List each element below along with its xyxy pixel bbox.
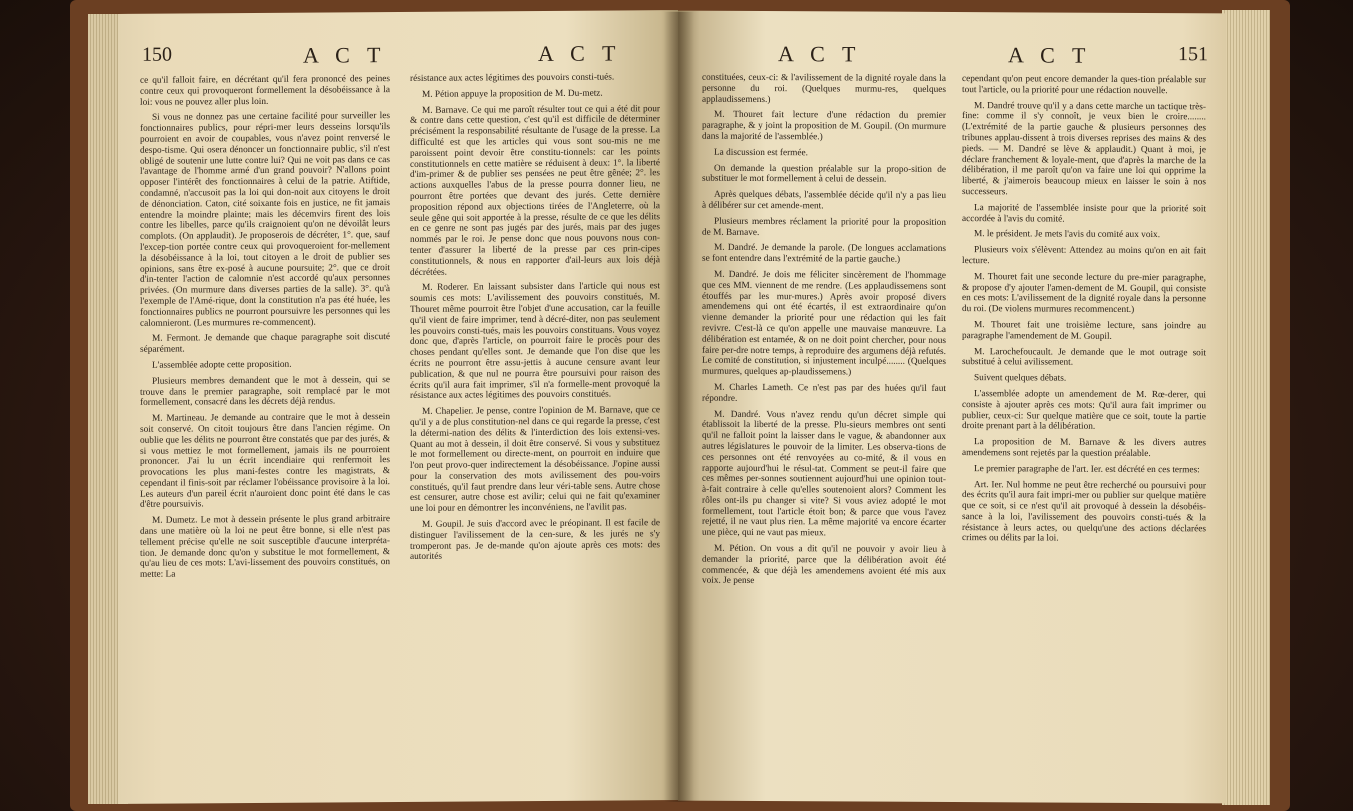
page-number: 150 [142,43,172,66]
running-header: A C T [538,40,622,67]
book-gutter [664,12,694,802]
paragraph: résistance aux actes légitimes des pouvoirs consti-tués. [410,72,615,84]
paragraph: M. Chapelier. Je pense, contre l'opinion de M. Barnave, que ce qu'il y a de plus constitution-nel dans ce qui regarde la presse, c'est la détermi-nation des délits & l'interdiction des lois extensi-ves. Quant au mot à dessein, il doit être conservé. Si vous y substituez le mot formellement ou directe-ment, on pourroit en induire que l'on peut provo-quer indirectement la désobéissance. J'opine aussi pour la conservation des mots avilissement des pou-voirs constitués, qu'il faut prendre dans leur véri-table sens. Autre chose est censurer, autre chose est avilir; celui qui ne fait qu'examiner une loi pour en démontrer les inconvéniens, ne l'avilit pas. [410,405,660,515]
paragraph: L'assemblée adopte cette proposition. [152,359,292,371]
paragraph: M. Dandré. Je dois me féliciter sincèrement de l'hommage que ces MM. viennent de me rendre. (Les applaudissemens sont étouffés par les mur-mures.) Après avoir proposé divers amendemens qui ont été écartés, il est extraordinaire qu'on vienne demander la priorité pour une rédaction qui les fait revivre. C'est-là ce qu'on appelle une mauvaise manœuvre. La délibération est entamée, & on ne doit point chercher, pour nous faire per-dre notre temps, à reproduire des argumens déjà refutés. Le comité de constitution, si injustement inculpé........ (Quelques murmures, quelques ap-plaudissemens.) [702,269,946,378]
paragraph: On demande la question préalable sur la propo-sition de substituer le mot formellement à celui de dessein. [702,163,946,186]
paragraph: Plusieurs membres réclament la priorité pour la proposition de M. Barnave. [702,216,946,238]
text-column-left [140,74,390,586]
paragraph: M. Fermont. Je demande que chaque paragraphe soit discuté séparément. [140,332,390,355]
paragraph: La discussion est fermée. [714,147,808,159]
paragraph: constituées, ceux-ci: & l'avilissement de la dignité royale dans la personne du roi. (Quelques murmu-res, quelques applaudissemens.) [702,72,946,105]
paragraph: M. Thouret fait une troisième lecture, sans joindre au paragraphe l'amendement de M. Goupil. [962,320,1206,342]
paragraph: Le premier paragraphe de l'art. Ier. est décrété en ces termes: [974,463,1200,476]
paragraph: Si vous ne donnez pas une certaine facilité pour surveiller les fonctionnaires publics, pour répri-mer leurs desseins lorsqu'ils pourroient en avoir de coupables, vous n'avez point renversé le despo-tisme. Qui osera dénoncer un fonctionnaire public, s'il n'est obligé de soutenir une lutte contre lui? Qui ne voit pas dans ce cas l'avantage de l'homme armé d'un grand pouvoir? N'allons point opposer l'intérêt des fonctionnaires à celui de la patrie. Atiftide, condamné, n'accusoit pas la loi qui don-noit aux citoyens le droit de dénonciation. Caton, cité soixante fois en justice, ne fit jamais entendre la moindre plainte; mais les décemvirs firent des lois contre les libelles, parce qu'ils craignoient qu'on ne dévoilât leurs complots. (On applaudit). Je proposerois de décréter, 1°. que, sauf l'excep-tion portée contre ceux qui provoqueroient for-mellement la désobéissance à la loi, tout citoyen a le droit de publier ses opinions, sans être ex-posé à aucune poursuite; 2°. que ce droit d'in-tenter l'action de calomnie n'est accordé qu'aux personnes privées. (On murmure dans diverses parties de la salle). 3°. qu'à l'exemple de l'Amé-rique, dont la constitution n'a pas été huée, les fonctionnaires publics ne pourront poursuivre les personnes qui les calomnieront. (Les murmures re-commencent). [140,111,390,329]
paragraph: La majorité de l'assemblée insiste pour que la priorité soit accordée à l'avis du comité. [962,202,1206,225]
text-column-right [410,72,660,568]
paragraph: M. Thouret fait une seconde lecture du pre-mier paragraphe, & propose d'y ajouter l'amen-dement de M. Goupil, qui consiste en ces mots: L'avilissement de la dignité royale dans la personne du roi. (De violens murmures recommencent.) [962,271,1206,316]
paragraph: Après quelques débats, l'assemblée décide qu'il n'y a pas lieu à délibérer sur cet amende-ment. [702,189,946,212]
paragraph: M. Pétion. On vous a dit qu'il ne pouvoir y avoir lieu à demander la priorité, parce que la délibération avoit été commencée, & que déjà les amendemens avoient été mis aux voix. Je pense [702,543,946,587]
paragraph: M. Goupil. Je suis d'accord avec le préopinant. Il est facile de distinguer l'avilissement de la cen-sure, & les jurés ne s'y tromperont pas. Je de-mande qu'on ajoute après ces mots: des autorités [410,518,660,563]
running-header: A C T [778,41,862,67]
paragraph: ce qu'il falloit faire, en décrétant qu'il fera prononcé des peines contre ceux qui provoqueront formellement la désobéissance à la loi: vous ne pouvez aller plus loin. [140,74,390,108]
running-header: A C T [1008,42,1092,68]
paragraph: M. Dandré trouve qu'il y a dans cette marche un tactique très-fine: comme il s'y connoît, je veux bien le croire........ (L'extrémité de la partie gauche & plusieurs personnes des tribunes applau-dissent à trois diverses reprises des mains & des pieds. — M. Dandré se lève & applaudit.) Quant à moi, je déclare franchement & loyale-ment, que d'après la marche de la délibération, il me paroît qu'on va faire une loi qui opprime la liberté, & j'aimerois beaucoup mieux en laisser le soin à nos successeurs. [962,100,1206,198]
text-column-left [702,73,946,594]
paragraph: Plusieurs voix s'élèvent: Attendez au moins qu'on en ait fait lecture. [962,245,1206,267]
left-page [118,10,678,804]
right-page [678,11,1226,804]
page-number: 151 [1178,43,1208,66]
paragraph: cependant qu'on peut encore demander la ques-tion préalable sur tout l'article, ou la priorité pour une rédaction nouvelle. [962,74,1206,96]
paragraph: L'assemblée adopte un amendement de M. Rœ-derer, qui consiste à ajouter après ces mots: Qu'il aura fait imprimer ou publier, ceux-ci: Sur quelque matière que ce soit, toute la partie droite prenant part à la délibération. [962,389,1206,433]
right-page-edges [1222,10,1270,805]
paragraph: Plusieurs membres demandent que le mot à dessein, qui se trouve dans le premier paragraphe, soit remplacé par le mot formellement, consacré dans les décrets déjà rendus. [140,374,390,409]
paragraph: M. Dumetz. Le mot à dessein présente le plus grand arbitraire dans une matière où la loi ne peut être bonne, si elle n'est pas tellement précise qu'elle ne soit susceptible d'aucune interpréta-tion. Je demande donc qu'on y substitue le mot formellement, & qu'au lieu de ces mots: L'avi-lissement des pouvoirs constitués, on mette: La [140,514,390,581]
paragraph: M. le président. Je mets l'avis du comité aux voix. [974,229,1161,241]
paragraph: M. Thouret fait lecture d'une rédaction du premier paragraphe, & y joint la proposition de M. Goupil. (On murmure dans la majorité de l'assemblée.) [702,110,946,143]
paragraph: M. Martineau. Je demande au contraire que le mot à dessein soit conservé. On citoit toujours être dans l'ancien régime. On oublie que les délits ne pourront être constatés que par des jurés, & si vous mettiez le mot formellement, jamais ils ne pourroient prononcer. J'ai lu un écrit incendiaire qui renfermoit les provocations les plus mani-festes contre les magistrats, & cependant il finis-soit par réclamer l'obéissance provisoire à la loi. Les auteurs d'un pareil écrit n'auroient donc point été dans le cas d'être poursuivis. [140,412,390,511]
paragraph: M. Dandré. Vous n'avez rendu qu'un décret simple qui établissoit la liberté de la presse. Plu-sieurs membres ont senti qu'il ne falloit point la laisser dans le vague, & abandonner aux autres législatures le pouvoir de la limiter. Les observa-tions de ces personnes ont été renvoyées au co-mité, & il vous en rapporte aujourd'hui le résul-tat. Comment se peut-il faire que ces mêmes per-sonnes soutiennent aujourd'hui une opinion tout-à-fait contraire à celle qu'elles soutenoient alors? Comment les rôles ont-ils pu changer si vite? Si vous aviez adopté le mot formellement, tout l'article étoit bon; & parce que vous l'avez rejetté, il ne vaut plus rien. La même majorité va encore écarter une pièce, qui ne vaut pas mieux. [702,409,946,539]
paragraph: M. Pétion appuye la proposition de M. Du-metz. [422,88,603,100]
paragraph: M. Roderer. En laissant subsister dans l'article qui nous est soumis ces mots: L'avilissement des pouvoirs constitués, M. Thouret même pourroit être l'objet d'une accusation, car la feuille qu'il vient de faire imprimer, tend à décré-diter, non pas seulement les pouvoirs consti-tués, mais les pouvoirs constituans. Vous voyez donc que, d'après l'article, on pourroit faire le procès pour des choses pendant qu'elles sont. Je demande que l'on dise que les écrits ne pourront être assu-jettis à aucune censure avant leur publication, & que nul ne pourra être poursuivi pour raison des écrits qu'il aura fait imprimer, s'il n'a formelle-ment provoqué la résistance aux actes légitimes des pouvoirs constitués. [410,281,660,402]
running-header: A C T [303,42,387,68]
text-column-right [962,74,1206,551]
paragraph: M. Charles Lameth. Ce n'est pas par des huées qu'il faut répondre. [702,382,946,404]
paragraph: M. Larochefoucault. Je demande que le mot outrage soit substitué à celui avilissement. [962,346,1206,368]
paragraph: M. Dandré. Je demande la parole. (De longues acclamations se font entendre dans l'extrémité de la partie gauche.) [702,243,946,265]
paragraph: Art. Ier. Nul homme ne peut être recherché ou poursuivi pour des écrits qu'il aura fait impri-mer ou publier sur quelque matière que ce soit, si ce n'est qu'il ait provoqué à dessein la désobéis-sance à la loi, l'avilissement des pouvoirs consti-tués & la résistance à leurs actes, ou quelqu'une des actions déclarées crimes ou délits par la loi. [962,479,1206,545]
paragraph: La proposition de M. Barnave & les divers autres amendemens sont rejetés par la question préalable. [962,437,1206,459]
paragraph: Suivent quelques débats. [974,373,1067,384]
paragraph: M. Barnave. Ce qui me paroît résulter tout ce qui a été dit pour & contre dans cette question, c'est qu'il est difficile de déterminer précisément la responsabilité résultante de l'usage de la presse. La difficulté est que les articles qui vous sont sou-mis ne me paroissent point devoir être constitu-tionnels: car les points constitutionnels en cette matière se réduisent à deux: 1°. la liberté d'im-primer & de publier ses pensées ne peut être gênée; 2°. les actions auxquelles l'abus de la presse pourra donner lieu, ne pourront être portées que devant des jurés. Cette dernière proposition répond aux objections tirées de l'Angleterre, où la seule gêne qui soit apportée à la presse, résulte de ce que les délits en ce genre ne sont pas jugés par des jurés, mais par des juges nommés par le roi. Je pense donc que nous pouvons nous con-tenter d'assurer la liberté de la presse par ces prin-cipes constitutionnels, & nous en rapporter d'ail-leurs aux lois déjà décrétées. [410,103,660,278]
